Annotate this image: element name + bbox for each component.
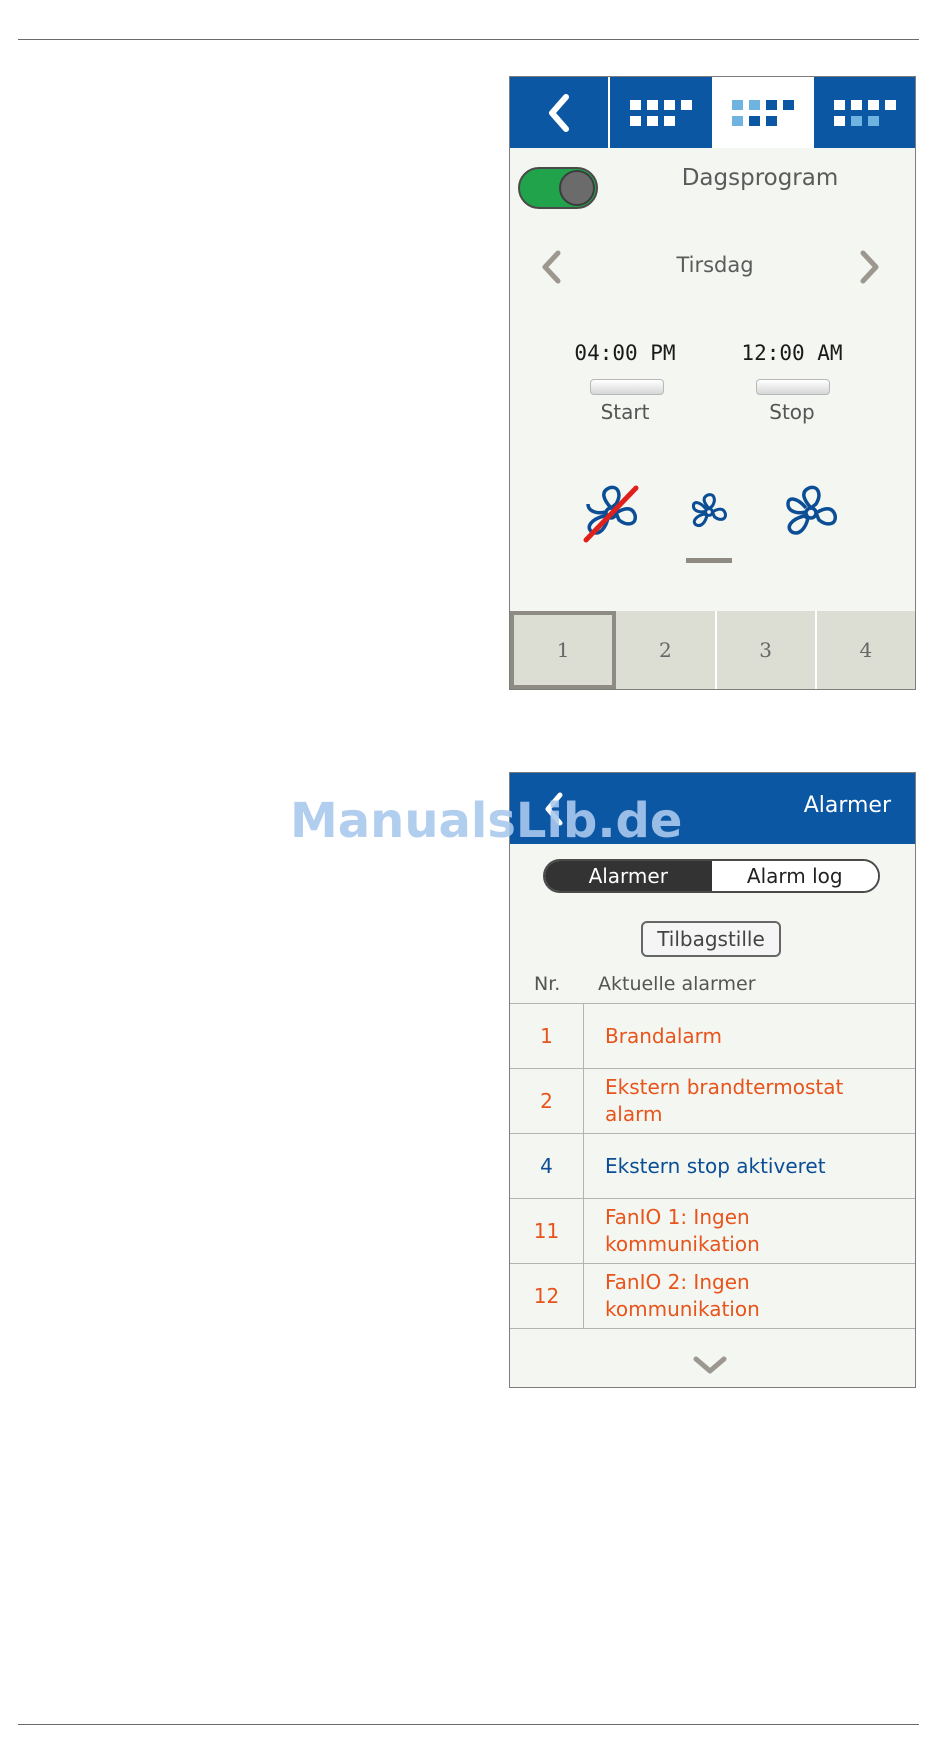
alarm-number: 1	[510, 1004, 584, 1068]
table-row[interactable]	[510, 1068, 915, 1133]
start-caption: Start	[600, 400, 650, 424]
bottom-rule	[18, 1724, 919, 1725]
table-row[interactable]	[510, 1198, 915, 1263]
segment-alarm-log[interactable]: Alarm log	[712, 861, 879, 891]
scroll-down-button[interactable]	[690, 1353, 730, 1377]
alarm-number: 12	[510, 1264, 584, 1328]
day-label: Tirsdag	[676, 253, 754, 277]
alarm-screen	[509, 772, 916, 1388]
column-header-alarms: Aktuelle alarmer	[598, 973, 756, 995]
alarm-view-switch	[543, 859, 880, 893]
reset-button[interactable]: Tilbagstille	[641, 921, 781, 957]
fan-off-icon	[580, 482, 642, 544]
table-row[interactable]	[510, 1003, 915, 1068]
alarm-number: 2	[510, 1069, 584, 1133]
chevron-left-icon	[536, 247, 566, 287]
stop-caption: Stop	[769, 400, 815, 424]
alarm-text: Ekstern stop aktiveret	[605, 1153, 826, 1178]
alarm-text: Brandalarm	[605, 1023, 722, 1048]
chevron-right-icon	[855, 247, 885, 287]
column-header-nr: Nr.	[534, 973, 561, 995]
page-title: Alarmer	[803, 793, 891, 818]
fan-low-button[interactable]	[688, 491, 730, 537]
previous-day-button[interactable]	[536, 247, 566, 287]
alarm-text: Ekstern brandtermostat alarm	[605, 1075, 844, 1126]
alarm-text: FanIO 2: Ingen kommunikation	[605, 1270, 760, 1321]
period-tabs	[510, 611, 915, 689]
fan-low-icon	[688, 491, 730, 533]
top-rule	[18, 39, 919, 40]
top-nav-bar	[510, 77, 915, 148]
chevron-down-icon	[690, 1353, 730, 1377]
toggle-knob	[559, 170, 595, 206]
period-tab-3[interactable]: 3	[717, 611, 817, 689]
table-row[interactable]	[510, 1263, 915, 1329]
alarm-text: FanIO 1: Ingen kommunikation	[605, 1205, 760, 1256]
fan-high-icon	[780, 482, 842, 544]
stop-time-button[interactable]	[756, 379, 830, 395]
weekend-grid-icon	[834, 100, 896, 126]
fan-off-button[interactable]	[580, 482, 642, 548]
day-program-grid-icon	[732, 100, 794, 126]
next-day-button[interactable]	[855, 247, 885, 287]
program-toggle[interactable]	[518, 167, 598, 209]
back-button[interactable]	[510, 77, 608, 148]
weekday-grid-icon	[630, 100, 692, 126]
alarm-number: 4	[510, 1134, 584, 1198]
segment-alarms[interactable]: Alarmer	[545, 861, 712, 891]
alarm-table	[510, 1003, 915, 1329]
watermark: ManualsLib.de	[290, 793, 683, 849]
start-time-button[interactable]	[590, 379, 664, 395]
tab-weekend[interactable]	[814, 77, 915, 148]
selected-fan-indicator	[686, 558, 732, 563]
program-title: Dagsprogram	[681, 165, 839, 191]
table-row[interactable]	[510, 1133, 915, 1198]
tab-weekdays[interactable]	[610, 77, 712, 148]
chevron-left-icon	[546, 93, 572, 133]
day-program-screen	[509, 76, 916, 690]
tab-day-program[interactable]	[712, 77, 814, 148]
alarm-number: 11	[510, 1199, 584, 1263]
fan-high-button[interactable]	[780, 482, 842, 548]
stop-time-value: 12:00 AM	[741, 341, 843, 365]
period-tab-4[interactable]: 4	[817, 611, 915, 689]
start-time-value: 04:00 PM	[574, 341, 676, 365]
period-tab-2[interactable]: 2	[616, 611, 716, 689]
period-tab-1[interactable]: 1	[510, 611, 616, 689]
